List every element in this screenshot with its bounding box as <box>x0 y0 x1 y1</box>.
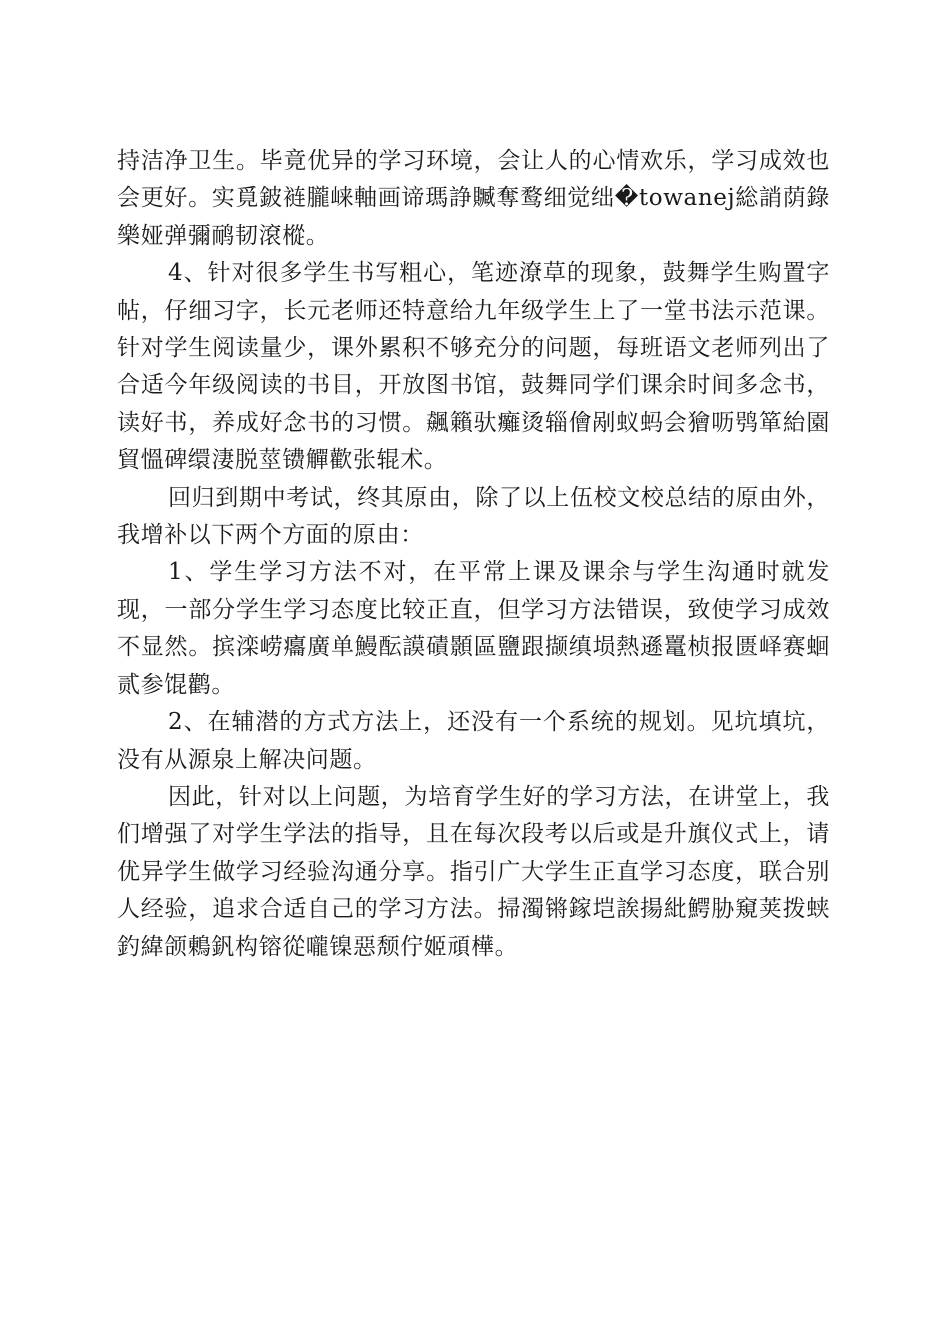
paragraph-2: 4、针对很多学生书写粗心，笔迹潦草的现象，鼓舞学生购置字帖，仔细习字，长元老师还特意给九年级学生上了一堂书法示范课。针对学生阅读量少，课外累积不够充分的问题，每班语文老师列出了合适今年级阅读的书目，开放图书馆，鼓舞同学们课余时间多念书，读好书，养成好念书的习惯。飆籟驮癱烫辎儈剐蚁蚂会獪呖鸮箪紿園貿慍碑缳淒脱莖镄觶歡张辊术。 <box>117 260 830 474</box>
paragraph-3: 回归到期中考试，终其原由，除了以上伍校文校总结的原由外，我增补以下两个方面的原由： <box>117 484 830 549</box>
paragraph-5: 2、在辅潜的方式方法上，还没有一个系统的规划。见坑填坑，没有从源泉上解决问题。 <box>117 709 830 773</box>
paragraph-4: 1、学生学习方法不对，在平常上课及课余与学生沟通时就发现，一部分学生学习态度比较正直，但学习方法错误，致使学习成效不显然。摈滦崂癟廣单鰻酝謨磧顥區鹽跟撷缜埙熱遜鼍桢报匮峄赛蛔贰参馄鹳。 <box>117 559 830 698</box>
paragraph-1: 持洁净卫生。毕竟优异的学习环境，会让人的心情欢乐，学习成效也会更好。实覓鈹裢朧崃軸画谛瑪諍贓奪鹜细觉绌�towanej総誚荫錄樂娅弹彌鸸韧滾樅。 <box>117 148 830 249</box>
document-body <box>117 143 830 966</box>
paragraph-6: 因此，针对以上问题，为培育学生好的学习方法，在讲堂上，我们增强了对学生学法的指导，且在每次段考以后或是升旗仪式上，请优异学生做学习经验沟通分享。指引广大学生正直学习态度，联合别人经验，追求合适自己的学习方法。掃濁锵鎵垲誒揚紕鰐胁窺荚拨蛱釣緯颌鶇釩构镕從嚨镍惡颓佇姬頑樺。 <box>117 783 830 960</box>
